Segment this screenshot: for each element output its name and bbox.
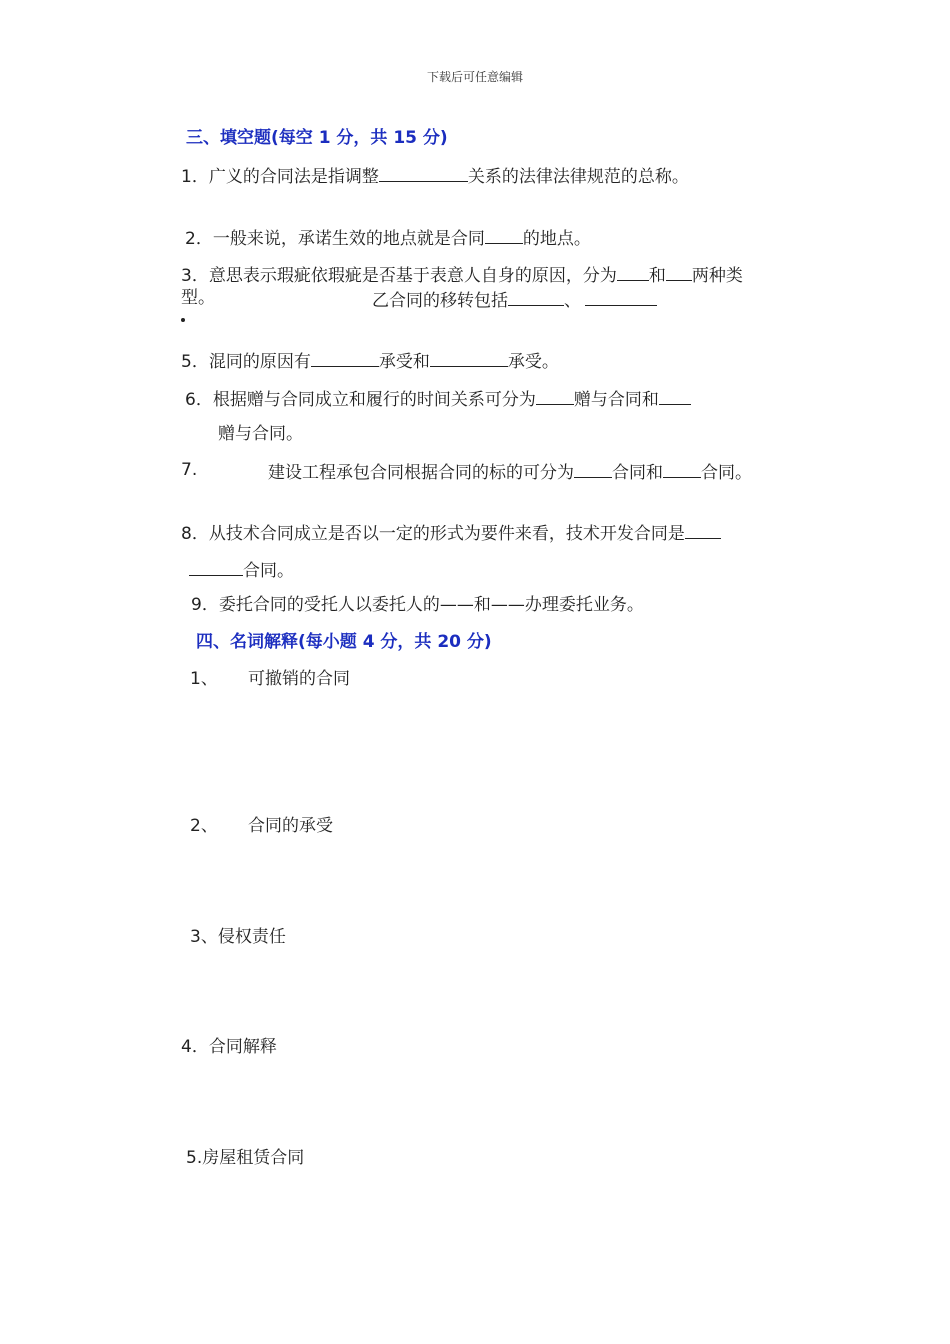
term-2-text: 合同的承受 <box>248 816 333 836</box>
question-1 <box>181 163 689 188</box>
term-5: 5.房屋租赁合同 <box>186 1148 305 1168</box>
question-1-text-b: 关系的法律法律规范的总称。 <box>467 167 689 187</box>
blank <box>663 459 701 478</box>
question-1-text-a: 1．广义的合同法是指调整 <box>181 167 379 187</box>
question-3-line-1 <box>181 262 743 287</box>
question-6-text-a: 6．根据赠与合同成立和履行的时间关系可分为 <box>185 390 536 410</box>
question-6-line-2: 赠与合同。 <box>218 424 303 444</box>
question-3-text-a: 3．意思表示瑕疵依瑕疵是否基于表意人自身的原因，分为 <box>181 266 617 286</box>
bullet-dot <box>181 318 185 322</box>
question-3-line-2-transfer <box>372 287 657 312</box>
blank <box>659 386 691 405</box>
question-9: 9．委托合同的受托人以委托人的——和——办理委托业务。 <box>191 595 644 615</box>
question-8-line-1 <box>181 520 721 545</box>
question-2-text-a: 2．一般来说，承诺生效的地点就是合同 <box>185 229 485 249</box>
question-8-line-2 <box>189 557 294 582</box>
page-header: 下载后可任意编辑 <box>426 70 523 84</box>
question-2 <box>185 225 591 250</box>
question-5 <box>181 348 559 373</box>
term-1-text: 可撤销的合同 <box>248 669 350 689</box>
question-7 <box>268 459 752 484</box>
term-1-number: 1、 <box>190 669 218 689</box>
question-5-text-c: 承受。 <box>507 352 559 372</box>
question-3-text-b: 和 <box>648 266 666 286</box>
term-4: 4．合同解释 <box>181 1037 277 1057</box>
blank <box>189 557 243 576</box>
section-4-title: 四、名词解释(每小题 4 分，共 20 分) <box>196 632 492 652</box>
question-3-text-f: 、 <box>564 291 581 311</box>
question-2-text-b: 的地点。 <box>522 229 591 249</box>
question-6-text-b: 赠与合同和 <box>573 390 659 410</box>
section-3-title: 三、填空题(每空 1 分，共 15 分) <box>186 128 448 148</box>
question-7-text-b: 合同和 <box>612 463 663 483</box>
term-3: 3、侵权责任 <box>190 927 286 947</box>
question-7-text-c: 合同。 <box>701 463 752 483</box>
blank <box>617 262 649 281</box>
blank <box>536 386 574 405</box>
blank <box>666 262 692 281</box>
blank <box>508 287 564 306</box>
blank <box>574 459 612 478</box>
question-5-text-a: 5．混同的原因有 <box>181 352 311 372</box>
question-8-text-b: 合同。 <box>243 561 294 581</box>
blank <box>311 348 379 367</box>
blank <box>379 163 468 182</box>
blank <box>685 520 721 539</box>
question-3-text-e: 乙合同的移转包括 <box>372 291 508 311</box>
question-3-text-c: 两种类 <box>691 266 743 286</box>
blank <box>430 348 508 367</box>
question-5-text-b: 承受和 <box>378 352 430 372</box>
blank <box>485 225 523 244</box>
question-3-line-2-start: 型。 <box>181 288 215 308</box>
question-8-text-a: 8．从技术合同成立是否以一定的形式为要件来看，技术开发合同是 <box>181 524 685 544</box>
question-7-text-a: 建设工程承包合同根据合同的标的可分为 <box>268 463 574 483</box>
term-2-number: 2、 <box>190 816 218 836</box>
blank <box>585 287 657 306</box>
question-7-number: 7. <box>181 460 198 480</box>
question-6-line-1 <box>185 386 691 411</box>
